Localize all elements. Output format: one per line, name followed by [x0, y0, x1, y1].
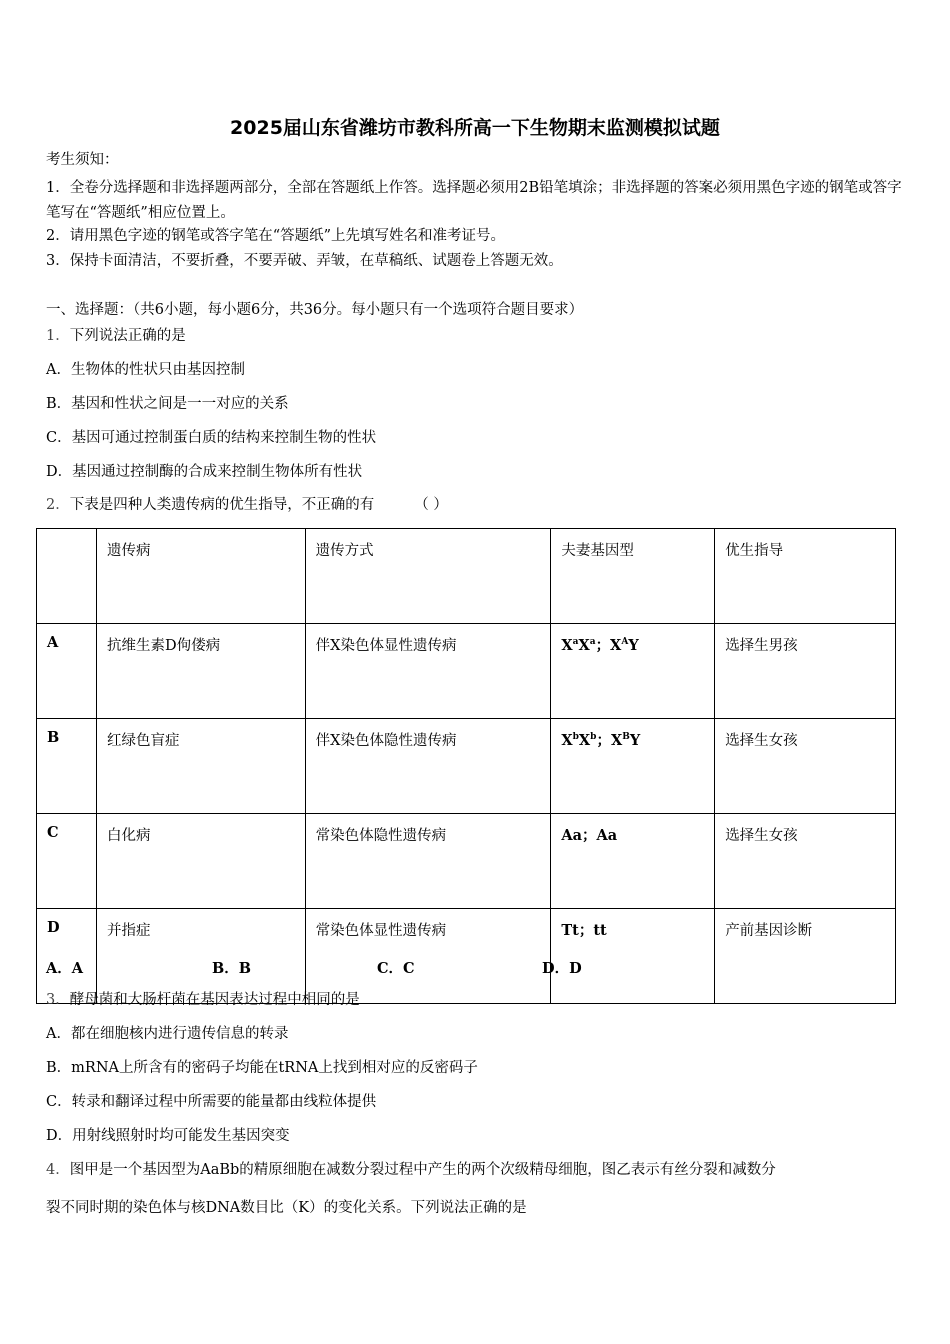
q4-stem-line-2: 裂不同时期的染色体与核DNA数目比（K）的变化关系。下列说法正确的是 [46, 1200, 527, 1216]
notice-heading: 考生须知： [46, 152, 119, 168]
header-cell: 夫妻基因型 [551, 529, 715, 624]
q3-option-d: D．用射线照射时均可能发生基因突变 [46, 1128, 290, 1144]
disease-cell: 并指症 [96, 909, 305, 1004]
exam-title: 2025届山东省潍坊市教科所高一下生物期末监测模拟试题 [230, 117, 720, 139]
q1-option-a: A．生物体的性状只由基因控制 [46, 362, 245, 378]
q3-number: 3． [46, 992, 70, 1008]
q2-option-c: C．C [377, 960, 415, 977]
notice-item-1: 1．全卷分选择题和非选择题两部分，全部在答题纸上作答。选择题必须用2B铅笔填涂；非选择题的答案必须用黑色字迹的钢笔或答字笔写在“答题纸”相应位置上。 [46, 180, 902, 221]
row-key: D [37, 909, 97, 1004]
q3-stem [46, 990, 360, 1010]
q2-number: 2． [46, 497, 70, 513]
genetic-disease-table [36, 528, 896, 1004]
mode-cell: 常染色体隐性遗传病 [305, 814, 551, 909]
advice-cell: 产前基因诊断 [715, 909, 896, 1004]
q2-option-d: D．D [542, 960, 582, 977]
header-cell: 优生指导 [715, 529, 896, 624]
table-row [37, 719, 896, 814]
q2-option-b: B．B [212, 960, 252, 977]
q4-text-1: 图甲是一个基因型为AaBb的精原细胞在减数分裂过程中产生的两个次级精母细胞，图乙表示有丝分裂和减数分 [69, 1162, 776, 1178]
q2-answer-bracket: （ ） [414, 497, 448, 513]
table-row [37, 814, 896, 909]
q3-option-b: B．mRNA上所含有的密码子均能在tRNA上找到相对应的反密码子 [46, 1060, 478, 1076]
advice-cell: 选择生女孩 [715, 814, 896, 909]
q4-stem-line-1 [46, 1160, 776, 1180]
section-heading: 一、选择题：（共6小题，每小题6分，共36分。每小题只有一个选项符合题目要求） [46, 302, 584, 318]
header-cell [37, 529, 97, 624]
genotype-cell: $X^bX^b$；$X^BY$ [551, 719, 715, 814]
disease-cell: 红绿色盲症 [96, 719, 305, 814]
notice-item-2: 2．请用黑色字迹的钢笔或答字笔在“答题纸”上先填写姓名和准考证号。 [46, 228, 506, 244]
mode-cell: 伴X染色体隐性遗传病 [305, 719, 551, 814]
q1-stem [46, 326, 186, 346]
table-header-row [37, 529, 896, 624]
q3-option-c: C．转录和翻译过程中所需要的能量都由线粒体提供 [46, 1094, 377, 1110]
mode-cell: 伴X染色体显性遗传病 [305, 624, 551, 719]
header-cell: 遗传病 [96, 529, 305, 624]
row-key: A [37, 624, 97, 719]
genotype-cell: $X^aX^a$；$X^AY$ [551, 624, 715, 719]
disease-cell: 抗维生素D佝偻病 [96, 624, 305, 719]
q2-stem [46, 495, 448, 515]
advice-cell: 选择生女孩 [715, 719, 896, 814]
q3-option-a: A．都在细胞核内进行遗传信息的转录 [46, 1026, 289, 1042]
genotype-cell: Aa；Aa [551, 814, 715, 909]
q1-option-d: D．基因通过控制酶的合成来控制生物体所有性状 [46, 464, 363, 480]
q4-number: 4． [46, 1162, 70, 1178]
mode-cell: 常染色体显性遗传病 [305, 909, 551, 1004]
q3-text: 酵母菌和大肠杆菌在基因表达过程中相同的是 [69, 992, 360, 1008]
notice-item-3: 3．保持卡面清洁，不要折叠，不要弄破、弄皱，在草稿纸、试题卷上答题无效。 [46, 253, 563, 269]
row-key: C [37, 814, 97, 909]
table-row [37, 624, 896, 719]
q2-option-a: A．A [46, 960, 84, 977]
q1-option-b: B．基因和性状之间是一一对应的关系 [46, 396, 289, 412]
q1-number: 1． [46, 328, 70, 344]
advice-cell: 选择生男孩 [715, 624, 896, 719]
genotype-cell: Tt；tt [551, 909, 715, 1004]
row-key: B [37, 719, 97, 814]
q1-option-c: C．基因可通过控制蛋白质的结构来控制生物的性状 [46, 430, 377, 446]
disease-cell: 白化病 [96, 814, 305, 909]
q2-text: 下表是四种人类遗传病的优生指导，不正确的有 [69, 497, 375, 513]
q1-text: 下列说法正确的是 [69, 328, 186, 344]
header-cell: 遗传方式 [305, 529, 551, 624]
